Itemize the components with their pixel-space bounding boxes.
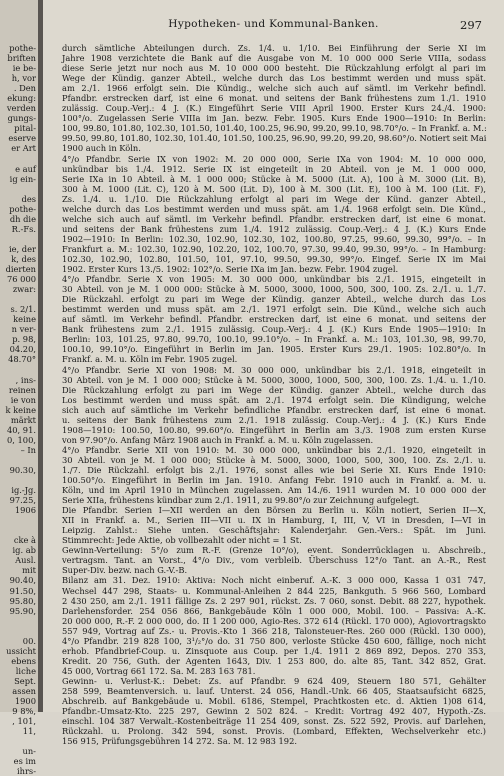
body-line: Darlehensforder. 254 056 866, Bankgebäude Köln 1 000 000, Mobil. 100. – Passiva: A.-K. <box>62 605 486 616</box>
previous-page-line: 95.80, <box>9 595 36 606</box>
body-line: welche sich auch auf sämtl. im Verkehr befindl. Pfandbr. erstrecken darf, ist eine 6 monat. <box>62 213 486 224</box>
previous-page-line: 0, 100, <box>6 434 36 445</box>
body-line: Los bestimmt werden und muss spät. am 2./1. 1974 erfolgt sein. Die Kündigung, welche <box>62 394 486 405</box>
previous-page-line <box>0 475 38 485</box>
body-text <box>62 43 486 746</box>
previous-page-line: es im <box>13 756 36 767</box>
body-line: 4°/o Pfandbr. Serie XII von 1910: M. 30 000 000, unkündbar bis 2./1. 1920, eingeteilt in <box>62 444 486 455</box>
previous-page-line: mit <box>22 565 36 576</box>
body-line: Bilanz am 31. Dez. 1910: Aktiva: Noch nicht einberuf. A.-K. 3 000 000, Kassa 1 031 747, <box>62 575 486 586</box>
body-line: XII in Frankf. a. M., Serien III—VII u. IX in Hamburg, I, III, V, VI in Dresden, I—VI in <box>62 515 486 526</box>
page-header <box>43 18 504 32</box>
previous-page-line: s. 2/1. <box>10 304 36 315</box>
previous-page-line <box>0 736 38 746</box>
body-line: 30 Abteil. von je M. 1 000 000; Stücke à M. 5000, 3000, 1000, 500, 300, 100. Zs. 2./1. u. <box>62 454 486 465</box>
previous-page-line: gungs- <box>7 113 36 124</box>
previous-page-line: pothe- <box>9 203 36 214</box>
previous-page-line: 40, 91. <box>6 424 36 435</box>
previous-page-line: dierten <box>5 264 36 275</box>
body-line: Bank frühestens zum 2./1. 1915 zulässig. Coup.-Verj.: 4 J. (K.) Kurs Ende 1905—1910: In <box>62 324 486 335</box>
previous-page-line: 90.40, <box>9 575 36 586</box>
previous-page-line: ussicht <box>6 645 36 656</box>
body-line: Serie XIIa, frühestens kündbar zum 2./1. 1911, zu 99.80°/o zur Zeichnung aufgelegt. <box>62 495 420 506</box>
body-line: einschl. 104 387 Verwalt.-Kostenbeiträge 11 254 409, sonst. Zs. 522 592, Provis. auf Darlehen, <box>62 716 486 727</box>
previous-page-line: 11, <box>22 726 36 737</box>
body-line: Frankfurt a. M.: 102.30, 102.90, 102.20, 102, 100.70, 97.30, 99.40, 99.30, 99°/o. – In Hamburg: <box>62 243 486 254</box>
previous-page-line: h, vor <box>11 73 36 84</box>
body-line: auf sämtl. im Verkehr befindl. Pfandbr. erstrecken darf, ist eine 6 monat. und seitens der <box>62 314 486 325</box>
previous-page-line: ie, der <box>8 243 36 254</box>
previous-page-line: märkt <box>10 414 36 425</box>
body-line: 1./7. Die Rückzahl. erfolgt bis 2./1. 1976, sonst alles wie bei Serie XI. Kurs Ende 1910: <box>62 464 486 475</box>
body-line: zulässig. Coup.-Verj.: 4 J. (K.) Eingeführt Serie VIII April 1900. Erster Kurs 24./4. 1900: <box>62 103 486 114</box>
body-line: Die Rückzahlung erfolgt zu pari im Wege der Kündig. ganzer Abteil., welche durch das <box>62 384 486 395</box>
previous-page-line <box>0 184 38 194</box>
previous-page-line: 91.50, <box>9 585 36 596</box>
previous-page-line: 1900 <box>14 696 36 707</box>
body-line: Wechsel 447 298, Staats- u. Kommunal-Anleihen 2 844 225, Bankguth. 5 966 560, Lombard <box>62 585 486 596</box>
running-title: Hypotheken- und Kommunal-Banken. <box>168 18 379 30</box>
previous-page-line <box>0 365 38 375</box>
previous-page-line: ig. ab <box>12 545 36 556</box>
body-line: sich auch auf sämtliche im Verkehr befindliche Pfandbr. erstrecken darf, ist eine 6 monat. <box>62 404 486 415</box>
previous-page-line: R.-Fs. <box>11 223 36 234</box>
previous-page-line <box>0 525 38 535</box>
previous-page-line <box>0 626 38 636</box>
body-line: Berlin: 103, 101.25, 97.80, 99.70, 100.10, 99.10°/o. – In Frankf. a. M.: 103, 101.30, 98, 99.70, <box>62 334 486 345</box>
body-line: 100.50°/o. Eingeführt in Berlin im Jan. 1910. Anfang Febr. 1910 auch in Frankf. a. M. u. <box>62 475 486 486</box>
previous-page-line: k keine <box>5 404 36 415</box>
previous-page-line: keine <box>13 314 36 325</box>
previous-page-line: 1906 <box>14 505 36 516</box>
previous-page-line: 97.25, <box>9 495 36 506</box>
previous-page-line: ig ein- <box>9 173 36 184</box>
body-line: durch sämtliche Abteilungen durch. Zs. 1/4. u. 1/10. Bei Einführung der Serie XI im <box>62 43 486 53</box>
previous-page-line: reinen <box>8 384 36 395</box>
previous-page-line: zwar: <box>12 284 36 295</box>
previous-page-line: briften <box>7 53 36 64</box>
body-line: 4°/o Pfandbr. 219 828 100, 3¹/₂°/o do. 31 750 800, verloste Stücke 450 600, fällige, noch nicht <box>62 635 486 646</box>
previous-page-line: liche <box>15 665 36 676</box>
body-line: 2 430 250, am 2./1. 1911 fällige Zs. 2 297 901, rückst. Zs. 7 060, sonst. Debit. 88 227, hypothek. <box>62 595 486 606</box>
body-line: von 97.90°/o. Anfang März 1908 auch in Frankf. a. M. u. Köln zugelassen. <box>62 434 374 445</box>
body-line: Pfandbr. erstrecken darf, ist eine 6 monat. und seitens der Bank frühestens zum 1./1. 1910 <box>62 93 486 104</box>
body-line: 100.10, 99.10°/o. Eingeführt in Berlin im Jan. 1905. Erster Kurs 29./1. 1905: 102.80°/o. In <box>62 344 486 355</box>
body-line: und seitens der Bank frühestens zum 1./4. 1912 zulässig. Coup.-Verj.: 4 J. (K.) Kurs Ende <box>62 223 486 234</box>
body-line: Rückzahl. u. Prolong. 342 594, sonst. Provis. (Lombard, Effekten, Wechselverkehr etc.) <box>62 726 486 737</box>
body-line: 4°/o Pfandbr. Serie X von 1905: M. 30 000 000, unkündbar bis 2./1. 1915, eingeteilt in <box>62 274 486 285</box>
previous-page-line: , 101, <box>12 716 36 727</box>
body-line: 100°/o. Zugelassen Serie VIIIa im Jan. bezw. Febr. 1905. Kurs Ende 1900—1910: In Berlin: <box>62 113 486 124</box>
previous-page-line: 90.30, <box>9 464 36 475</box>
body-line: 30 Abteil. von je M. 1 000 000; Stücke à M. 5000, 3000, 1000, 500, 300, 100. Zs. 1./4. u. 1./10. <box>62 374 486 385</box>
previous-page-line: assen <box>12 686 36 696</box>
body-line: 45 000, Vortrag 661 172. Sa. M. 283 163 781. <box>62 665 256 676</box>
body-line: 1902. Erster Kurs 13./5. 1902: 102°/o. Serie IXa im Jan. bezw. Febr. 1904 zugel. <box>62 264 399 275</box>
body-line: 100, 99.80, 101.80, 102.30, 101.50, 101.40, 100.25, 96.90, 99.20, 99.10, 98.70°/o. – In Frankf. a. M.: <box>62 123 487 134</box>
previous-page-line: . Den <box>13 83 36 94</box>
body-line: 1900 auch in Köln. <box>62 143 141 154</box>
body-line: bestimmt werden und muss spät. am 2./1. 1971 erfolgt sein. Die Künd., welche sich auch <box>62 304 486 315</box>
body-line: 557 949, Vortrag auf Zs.- u. Provis.-Kto 1 366 218, Talonsteuer-Res. 260 000 (Rückl. 130 000), <box>62 625 486 636</box>
body-line: 30 Abteil. von je M. 1 000 000: Stücke à M. 5000, 3000, 1000, 500, 300, 100. Zs. 2./1. u. 1./7. <box>62 284 486 295</box>
previous-page-line: ie von <box>10 394 36 405</box>
previous-page-strip <box>0 0 38 776</box>
body-line: erhob. Pfandbrief-Coup. u. Zinsquote aus Coup. per 1./4. 1911 2 869 892, Depos. 270 353, <box>62 645 486 656</box>
previous-page-line: er Art <box>11 143 36 154</box>
body-line: Die Rückzahl. erfolgt zu pari im Wege der Kündig. ganzer Abteil., welche durch das Los <box>62 294 486 305</box>
previous-page-line: Ausl. <box>15 555 36 566</box>
previous-page-line: ihrs- <box>16 766 36 776</box>
body-line: vertragsm. Tant. an Vorst., 4°/o Div., vom verbleib. Überschuss 12°/o Tant. an A.-R., Rest <box>62 555 486 566</box>
body-line: Gewinn- u. Verlust-K.: Debet: Zs. auf Pfandbr. 9 624 409, Steuern 180 571, Gehälter <box>62 675 486 686</box>
body-line: 1902—1910: In Berlin: 102.30, 102.90, 102.30, 102, 100.80, 97.25, 99.60, 99.30, 99°/o. – In <box>62 233 486 244</box>
body-line: Die Pfandbr. Serien I—XII werden an den Börsen zu Berlin u. Köln notiert, Serien II—X, <box>62 505 486 516</box>
previous-page-line: 9 8%, <box>12 706 36 717</box>
previous-page-line <box>0 234 38 244</box>
previous-page-line <box>0 154 38 164</box>
previous-page-line: pothe- <box>9 43 36 53</box>
body-line: 99.50, 99.80, 101.80, 102.30, 101.40, 101.50, 100.25, 96.90, 99.20, 99.20, 98.60°/o. Notiert seit Mai <box>62 133 487 144</box>
previous-page-line: eserve <box>8 133 36 144</box>
previous-page-line: 48.70° <box>8 354 36 365</box>
previous-page-line: 76 000 <box>6 274 36 285</box>
previous-page-line: p. 98, <box>12 334 36 345</box>
body-line: Köln, und im April 1910 in München zugelassen. Am 14./6. 1911 wurden M. 10 000 000 der <box>62 485 486 496</box>
previous-page-line: ig.-Jg. <box>11 485 36 496</box>
body-line: 156 915, Prüfungsgebühren 14 272. Sa. M. 12 983 192. <box>62 736 298 747</box>
body-line: Super-Div. bezw. nach G.-V.-B. <box>62 565 188 576</box>
previous-page-line: ebens <box>11 655 36 666</box>
previous-page-line: k, des <box>11 253 36 264</box>
previous-page-line: Sept. <box>14 675 36 686</box>
previous-page-line: n ver- <box>11 324 36 335</box>
previous-page-line <box>0 616 38 626</box>
body-line: 1908—1910: 100.50, 100.80, 99.60°/o. Eingeführt in Berlin am 3./3. 1908 zum ersten Kurse <box>62 424 486 435</box>
body-line: diese Serie jetzt nur noch aus M. 10 000 000 besteht. Die Rückzahlung erfolgt al pari im <box>62 63 486 74</box>
body-line: 4°/o Pfandbr. Serie IX von 1902: M. 20 000 000, Serie IXa von 1904: M. 10 000 000, <box>62 153 486 164</box>
body-line: 102.30, 102.90, 102.80, 101.50, 101, 97.10, 99.50, 99.30, 99°/o. Eingef. Serie IX im Mai <box>62 253 486 264</box>
body-line: 258 599, Beamtenversich. u. lauf. Unterst. 24 056, Handl.-Unk. 66 405, Staatsaufsicht 6825, <box>62 686 486 696</box>
previous-page-line: , ins- <box>15 374 36 385</box>
body-line: Zs. 1./4. u. 1./10. Die Rückzahlung erfolgt al pari im Wege der Künd. ganzer Abteil., <box>62 193 486 204</box>
body-line: Gewinn-Verteilung: 5°/o zum R.-F. (Grenze 10°/o), event. Sonderrücklagen u. Abschreib., <box>62 545 486 556</box>
body-line: Frankf. a. M. u. Köln im Febr. 1905 zugel. <box>62 354 238 365</box>
previous-page-line <box>0 515 38 525</box>
previous-page-line: dh die <box>9 213 36 224</box>
previous-page-text <box>0 0 38 776</box>
previous-page-line: 00. <box>22 635 36 646</box>
previous-page-line: verden <box>6 103 36 114</box>
body-line: Wege der Kündig. ganzer Abteil., welche durch das Los bestimmt werden und muss spät. <box>62 73 486 84</box>
body-line: 300 à M. 1000 (Lit. C), 120 à M. 500 (Lit. D), 100 à M. 300 (Lit. E), 100 à M. 100 (Lit. F), <box>62 183 486 194</box>
previous-page-line: ie be- <box>12 63 36 74</box>
previous-page-line: ekung: <box>7 93 36 104</box>
body-line: unkündbar bis 1./4. 1912. Serie IX ist eingeteilt in 20 Abteil. von je M. 1 000 000, <box>62 163 486 174</box>
body-line: Abschreib. auf Bankgebäude u. Mobil. 6186, Stempel, Prachtkosten etc. d. Aktien 1)08 614, <box>62 696 486 707</box>
previous-page-line: – In <box>20 444 36 455</box>
body-line: Serie IXa in 10 Abteil. à M. 1 000 000; Stücke à M. 5000 (Lit. A), 100 à M. 3000 (Lit. B), <box>62 173 486 184</box>
body-line: Pfandbr.-Umsatz-Kto. 225 297, Gewinn 2 502 824. – Kredit: Vortrag 492 407, Hypoth.-Zs. <box>62 706 486 717</box>
previous-page-line <box>0 294 38 304</box>
body-line: welche durch das Los bestimmt werden und muss spät. am 1./4. 1968 erfolgt sein. Die Künd., <box>62 203 486 214</box>
previous-page-line: e auf <box>15 163 36 174</box>
body-line: u. seitens der Bank frühestens zum 2./1. 1918 zulässig. Coup.-Verj.: 4 J. (K.) Kurs Ende <box>62 414 486 425</box>
body-line: 4°/o Pfandbr. Serie XI von 1908: M. 30 000 000, unkündbar bis 2./1. 1918, eingeteilt in <box>62 364 486 375</box>
body-line: am 2./1. 1966 erfolgt sein. Die Kündig., welche sich auch auf sämtl. im Verkehr befindl. <box>62 83 486 94</box>
body-line: Kredit. 20 756, Guth. der Agenten 1643, Div. 1 253 800, do. alte 85, Tant. 342 852, Grat. <box>62 655 486 666</box>
body-line: Jahre 1908 verzichtete die Bank auf die Ausgabe von M. 10 000 000 Serie VIIIa, sodass <box>62 53 486 64</box>
body-line: Stimmrecht: Jede Aktie, ob vollbezahlt oder nicht = 1 St. <box>62 535 302 546</box>
previous-page-line: des <box>21 193 36 204</box>
previous-page-line: un- <box>22 746 36 757</box>
previous-page-line: 04.20, <box>9 344 36 355</box>
previous-page-line <box>0 455 38 465</box>
previous-page-line: pital- <box>14 123 36 134</box>
body-line: 20 000 000, R.-F. 2 000 000, do. II 1 200 000, Agio-Res. 372 614 (Rückl. 170 000), Agiovortragskto <box>62 615 486 626</box>
page-number: 297 <box>460 18 482 32</box>
previous-page-line: 95.90, <box>9 605 36 616</box>
body-line: Leipzig. Zahlst.: Siehe unten. Geschäftsjahr: Kalenderjahr. Gen.-Vers.: Spät. im Juni. <box>62 525 486 536</box>
document-page <box>43 0 504 747</box>
previous-page-line: cke à <box>13 535 36 546</box>
